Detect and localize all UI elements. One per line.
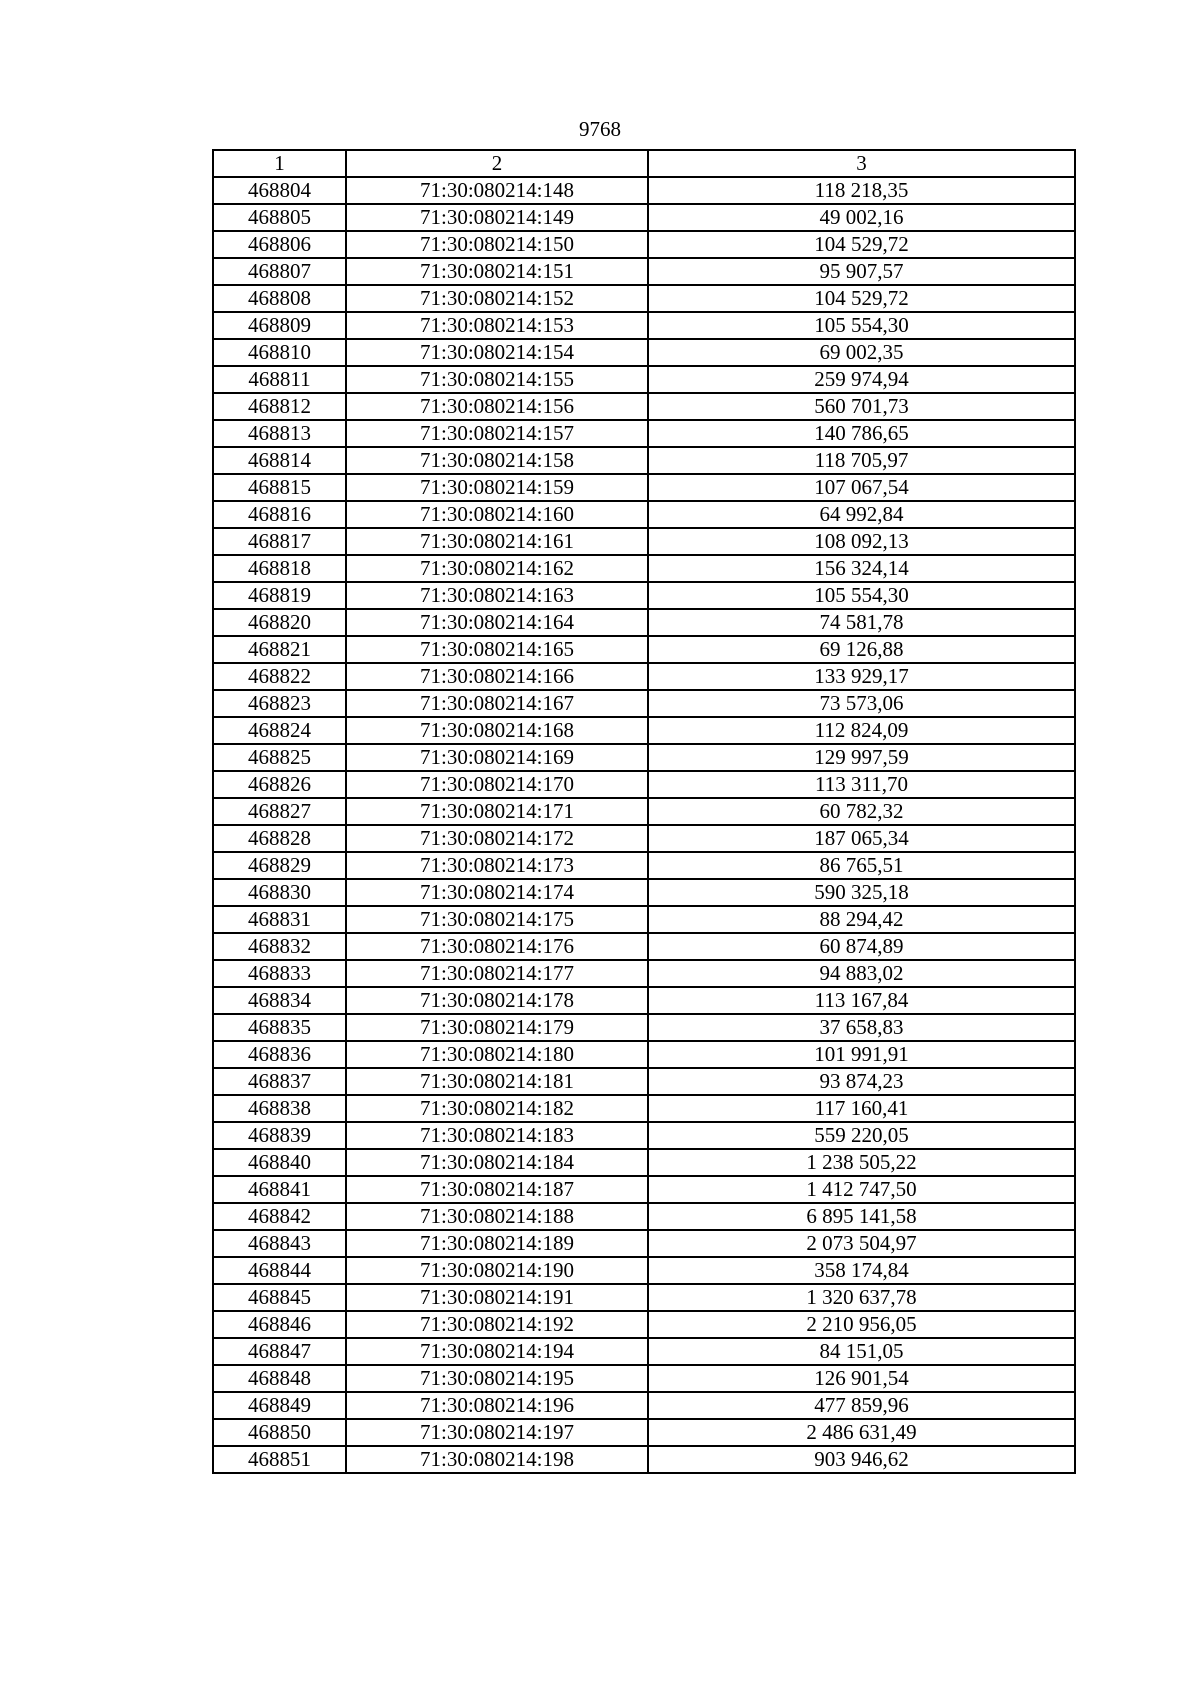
cadastral-number-cell: 71:30:080214:160 xyxy=(346,501,648,528)
table-row xyxy=(213,1230,1075,1257)
row-number-cell: 468849 xyxy=(213,1392,346,1419)
table-row xyxy=(213,339,1075,366)
table-row xyxy=(213,1257,1075,1284)
cadastral-number-cell: 71:30:080214:157 xyxy=(346,420,648,447)
cadastral-number-cell: 71:30:080214:195 xyxy=(346,1365,648,1392)
cadastral-number-cell: 71:30:080214:188 xyxy=(346,1203,648,1230)
table-row xyxy=(213,1311,1075,1338)
table-row xyxy=(213,366,1075,393)
cadastral-number-cell: 71:30:080214:196 xyxy=(346,1392,648,1419)
row-number-cell: 468818 xyxy=(213,555,346,582)
table-row xyxy=(213,1446,1075,1473)
value-cell: 64 992,84 xyxy=(648,501,1075,528)
value-cell: 259 974,94 xyxy=(648,366,1075,393)
value-cell: 105 554,30 xyxy=(648,582,1075,609)
row-number-cell: 468848 xyxy=(213,1365,346,1392)
table-row xyxy=(213,474,1075,501)
row-number-cell: 468809 xyxy=(213,312,346,339)
cadastral-number-cell: 71:30:080214:167 xyxy=(346,690,648,717)
value-cell: 93 874,23 xyxy=(648,1068,1075,1095)
row-number-cell: 468821 xyxy=(213,636,346,663)
row-number-cell: 468815 xyxy=(213,474,346,501)
value-cell: 2 486 631,49 xyxy=(648,1419,1075,1446)
table-row xyxy=(213,447,1075,474)
table-row xyxy=(213,528,1075,555)
cadastral-number-cell: 71:30:080214:158 xyxy=(346,447,648,474)
table-row xyxy=(213,231,1075,258)
row-number-cell: 468840 xyxy=(213,1149,346,1176)
value-cell: 84 151,05 xyxy=(648,1338,1075,1365)
row-number-cell: 468804 xyxy=(213,177,346,204)
table-row xyxy=(213,1014,1075,1041)
row-number-cell: 468823 xyxy=(213,690,346,717)
cadastral-number-cell: 71:30:080214:151 xyxy=(346,258,648,285)
row-number-cell: 468833 xyxy=(213,960,346,987)
value-cell: 117 160,41 xyxy=(648,1095,1075,1122)
table-row xyxy=(213,609,1075,636)
cadastral-number-cell: 71:30:080214:170 xyxy=(346,771,648,798)
table-row xyxy=(213,177,1075,204)
table-row xyxy=(213,1338,1075,1365)
table-row xyxy=(213,1176,1075,1203)
cadastral-number-cell: 71:30:080214:152 xyxy=(346,285,648,312)
cadastral-number-cell: 71:30:080214:178 xyxy=(346,987,648,1014)
table-row xyxy=(213,690,1075,717)
cadastral-number-cell: 71:30:080214:194 xyxy=(346,1338,648,1365)
cadastral-number-cell: 71:30:080214:174 xyxy=(346,879,648,906)
value-cell: 37 658,83 xyxy=(648,1014,1075,1041)
value-cell: 126 901,54 xyxy=(648,1365,1075,1392)
cadastral-number-cell: 71:30:080214:169 xyxy=(346,744,648,771)
value-cell: 1 238 505,22 xyxy=(648,1149,1075,1176)
table-body xyxy=(213,177,1075,1473)
table-row xyxy=(213,933,1075,960)
table-row xyxy=(213,852,1075,879)
value-cell: 156 324,14 xyxy=(648,555,1075,582)
table-row xyxy=(213,906,1075,933)
row-number-cell: 468830 xyxy=(213,879,346,906)
table-row xyxy=(213,501,1075,528)
cadastral-number-cell: 71:30:080214:163 xyxy=(346,582,648,609)
cadastral-number-cell: 71:30:080214:149 xyxy=(346,204,648,231)
row-number-cell: 468825 xyxy=(213,744,346,771)
table-row xyxy=(213,204,1075,231)
value-cell: 88 294,42 xyxy=(648,906,1075,933)
value-cell: 86 765,51 xyxy=(648,852,1075,879)
value-cell: 104 529,72 xyxy=(648,285,1075,312)
cadastral-number-cell: 71:30:080214:180 xyxy=(346,1041,648,1068)
row-number-cell: 468841 xyxy=(213,1176,346,1203)
cadastral-number-cell: 71:30:080214:168 xyxy=(346,717,648,744)
row-number-cell: 468806 xyxy=(213,231,346,258)
table-row xyxy=(213,663,1075,690)
cadastral-number-cell: 71:30:080214:164 xyxy=(346,609,648,636)
cadastral-number-cell: 71:30:080214:150 xyxy=(346,231,648,258)
cadastral-number-cell: 71:30:080214:176 xyxy=(346,933,648,960)
cadastral-number-cell: 71:30:080214:191 xyxy=(346,1284,648,1311)
cadastral-number-cell: 71:30:080214:155 xyxy=(346,366,648,393)
value-cell: 112 824,09 xyxy=(648,717,1075,744)
table-header-row xyxy=(213,150,1075,177)
value-cell: 140 786,65 xyxy=(648,420,1075,447)
table-row xyxy=(213,582,1075,609)
value-cell: 2 073 504,97 xyxy=(648,1230,1075,1257)
row-number-cell: 468826 xyxy=(213,771,346,798)
cadastral-number-cell: 71:30:080214:159 xyxy=(346,474,648,501)
table-row xyxy=(213,1284,1075,1311)
row-number-cell: 468846 xyxy=(213,1311,346,1338)
row-number-cell: 468812 xyxy=(213,393,346,420)
row-number-cell: 468835 xyxy=(213,1014,346,1041)
row-number-cell: 468822 xyxy=(213,663,346,690)
row-number-cell: 468827 xyxy=(213,798,346,825)
cadastral-number-cell: 71:30:080214:190 xyxy=(346,1257,648,1284)
row-number-cell: 468824 xyxy=(213,717,346,744)
value-cell: 104 529,72 xyxy=(648,231,1075,258)
value-cell: 903 946,62 xyxy=(648,1446,1075,1473)
row-number-cell: 468838 xyxy=(213,1095,346,1122)
row-number-cell: 468850 xyxy=(213,1419,346,1446)
table-row xyxy=(213,1122,1075,1149)
table-row xyxy=(213,717,1075,744)
value-cell: 477 859,96 xyxy=(648,1392,1075,1419)
value-cell: 133 929,17 xyxy=(648,663,1075,690)
table-row xyxy=(213,393,1075,420)
row-number-cell: 468819 xyxy=(213,582,346,609)
value-cell: 559 220,05 xyxy=(648,1122,1075,1149)
value-cell: 118 218,35 xyxy=(648,177,1075,204)
table-row xyxy=(213,258,1075,285)
cadastral-number-cell: 71:30:080214:177 xyxy=(346,960,648,987)
cadastral-number-cell: 71:30:080214:161 xyxy=(346,528,648,555)
cadastral-number-cell: 71:30:080214:148 xyxy=(346,177,648,204)
row-number-cell: 468805 xyxy=(213,204,346,231)
value-cell: 1 320 637,78 xyxy=(648,1284,1075,1311)
value-cell: 118 705,97 xyxy=(648,447,1075,474)
value-cell: 2 210 956,05 xyxy=(648,1311,1075,1338)
cadastral-number-cell: 71:30:080214:184 xyxy=(346,1149,648,1176)
cadastral-number-cell: 71:30:080214:198 xyxy=(346,1446,648,1473)
row-number-cell: 468836 xyxy=(213,1041,346,1068)
value-cell: 358 174,84 xyxy=(648,1257,1075,1284)
table-row xyxy=(213,555,1075,582)
table-row xyxy=(213,960,1075,987)
cadastral-number-cell: 71:30:080214:189 xyxy=(346,1230,648,1257)
table-row xyxy=(213,1365,1075,1392)
value-cell: 101 991,91 xyxy=(648,1041,1075,1068)
table-row xyxy=(213,420,1075,447)
data-table xyxy=(212,149,1076,1474)
row-number-cell: 468843 xyxy=(213,1230,346,1257)
value-cell: 69 126,88 xyxy=(648,636,1075,663)
row-number-cell: 468807 xyxy=(213,258,346,285)
value-cell: 187 065,34 xyxy=(648,825,1075,852)
value-cell: 560 701,73 xyxy=(648,393,1075,420)
row-number-cell: 468817 xyxy=(213,528,346,555)
row-number-cell: 468814 xyxy=(213,447,346,474)
table-row xyxy=(213,879,1075,906)
value-cell: 108 092,13 xyxy=(648,528,1075,555)
value-cell: 95 907,57 xyxy=(648,258,1075,285)
row-number-cell: 468832 xyxy=(213,933,346,960)
cadastral-number-cell: 71:30:080214:187 xyxy=(346,1176,648,1203)
cadastral-number-cell: 71:30:080214:171 xyxy=(346,798,648,825)
row-number-cell: 468828 xyxy=(213,825,346,852)
table-row xyxy=(213,1392,1075,1419)
cadastral-number-cell: 71:30:080214:179 xyxy=(346,1014,648,1041)
cadastral-number-cell: 71:30:080214:172 xyxy=(346,825,648,852)
table-row xyxy=(213,1041,1075,1068)
row-number-cell: 468839 xyxy=(213,1122,346,1149)
value-cell: 113 311,70 xyxy=(648,771,1075,798)
table-row xyxy=(213,798,1075,825)
cadastral-number-cell: 71:30:080214:183 xyxy=(346,1122,648,1149)
value-cell: 60 874,89 xyxy=(648,933,1075,960)
value-cell: 129 997,59 xyxy=(648,744,1075,771)
value-cell: 107 067,54 xyxy=(648,474,1075,501)
value-cell: 105 554,30 xyxy=(648,312,1075,339)
cadastral-number-cell: 71:30:080214:173 xyxy=(346,852,648,879)
row-number-cell: 468810 xyxy=(213,339,346,366)
cadastral-number-cell: 71:30:080214:175 xyxy=(346,906,648,933)
row-number-cell: 468831 xyxy=(213,906,346,933)
row-number-cell: 468808 xyxy=(213,285,346,312)
table-row xyxy=(213,825,1075,852)
column-header-1: 1 xyxy=(213,150,346,177)
row-number-cell: 468851 xyxy=(213,1446,346,1473)
row-number-cell: 468845 xyxy=(213,1284,346,1311)
row-number-cell: 468829 xyxy=(213,852,346,879)
cadastral-number-cell: 71:30:080214:156 xyxy=(346,393,648,420)
table-row xyxy=(213,1068,1075,1095)
column-header-3: 3 xyxy=(648,150,1075,177)
table-row xyxy=(213,1149,1075,1176)
row-number-cell: 468813 xyxy=(213,420,346,447)
cadastral-number-cell: 71:30:080214:162 xyxy=(346,555,648,582)
value-cell: 60 782,32 xyxy=(648,798,1075,825)
cadastral-number-cell: 71:30:080214:166 xyxy=(346,663,648,690)
cadastral-number-cell: 71:30:080214:154 xyxy=(346,339,648,366)
row-number-cell: 468816 xyxy=(213,501,346,528)
value-cell: 74 581,78 xyxy=(648,609,1075,636)
value-cell: 73 573,06 xyxy=(648,690,1075,717)
cadastral-number-cell: 71:30:080214:165 xyxy=(346,636,648,663)
row-number-cell: 468811 xyxy=(213,366,346,393)
row-number-cell: 468834 xyxy=(213,987,346,1014)
table-row xyxy=(213,636,1075,663)
column-header-2: 2 xyxy=(346,150,648,177)
table-row xyxy=(213,771,1075,798)
table-row xyxy=(213,987,1075,1014)
page-number: 9768 xyxy=(579,117,621,141)
row-number-cell: 468837 xyxy=(213,1068,346,1095)
table-row xyxy=(213,744,1075,771)
cadastral-number-cell: 71:30:080214:192 xyxy=(346,1311,648,1338)
value-cell: 1 412 747,50 xyxy=(648,1176,1075,1203)
value-cell: 94 883,02 xyxy=(648,960,1075,987)
table-row xyxy=(213,1203,1075,1230)
row-number-cell: 468844 xyxy=(213,1257,346,1284)
table-row xyxy=(213,1095,1075,1122)
cadastral-number-cell: 71:30:080214:153 xyxy=(346,312,648,339)
value-cell: 590 325,18 xyxy=(648,879,1075,906)
value-cell: 49 002,16 xyxy=(648,204,1075,231)
table-row xyxy=(213,312,1075,339)
value-cell: 6 895 141,58 xyxy=(648,1203,1075,1230)
cadastral-number-cell: 71:30:080214:197 xyxy=(346,1419,648,1446)
cadastral-number-cell: 71:30:080214:182 xyxy=(346,1095,648,1122)
cadastral-number-cell: 71:30:080214:181 xyxy=(346,1068,648,1095)
row-number-cell: 468842 xyxy=(213,1203,346,1230)
table-row xyxy=(213,285,1075,312)
value-cell: 69 002,35 xyxy=(648,339,1075,366)
row-number-cell: 468820 xyxy=(213,609,346,636)
table-row xyxy=(213,1419,1075,1446)
value-cell: 113 167,84 xyxy=(648,987,1075,1014)
row-number-cell: 468847 xyxy=(213,1338,346,1365)
